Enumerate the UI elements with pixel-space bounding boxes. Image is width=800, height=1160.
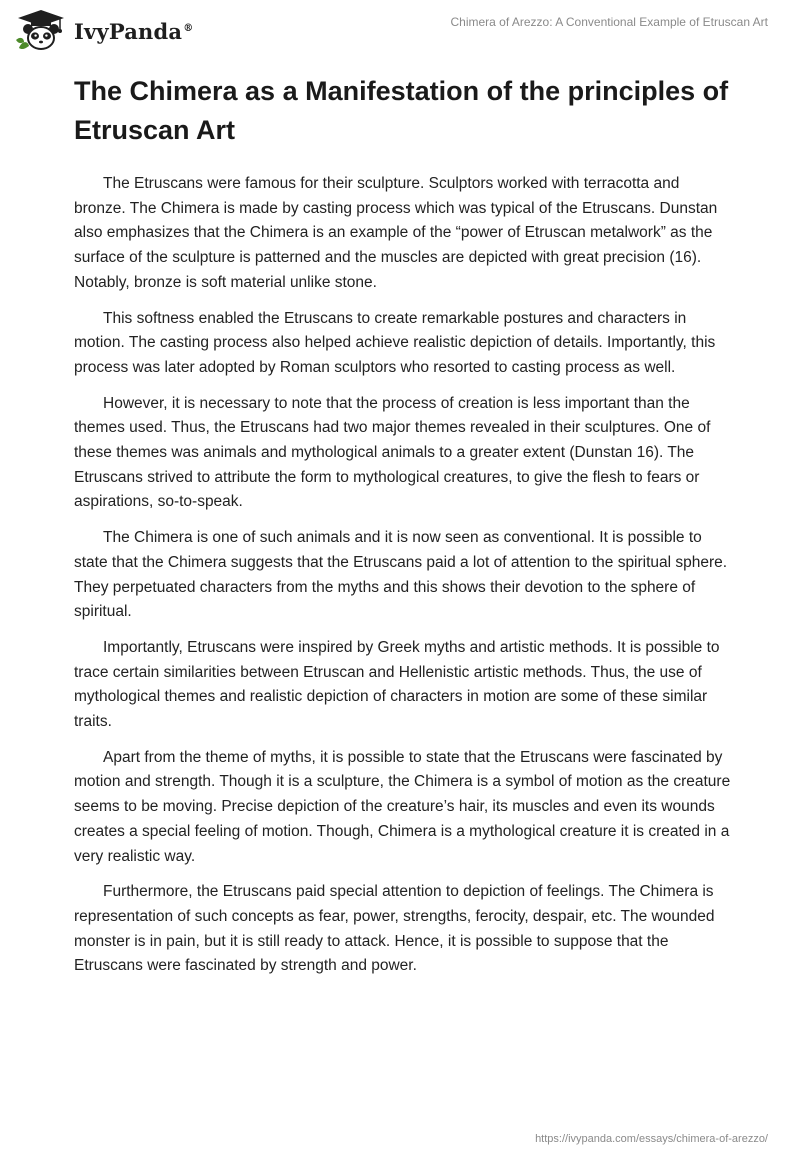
ivypanda-logo[interactable]	[14, 8, 193, 52]
document-title: Chimera of Arezzo: A Conventional Example of Etruscan Art	[450, 15, 768, 29]
source-url[interactable]: https://ivypanda.com/essays/chimera-of-arezzo/	[535, 1133, 768, 1145]
brand-name: IvyPanda®	[74, 18, 194, 44]
article-heading: The Chimera as a Manifestation of the principles of Etruscan Art	[74, 76, 729, 145]
paragraph: Importantly, Etruscans were inspired by Greek myths and artistic methods. It is possible to trace certain similarities between Etruscan and Hellenistic artistic methods. Thus, the use of mythological themes and realistic depiction of characters in motion are some of these similar traits.	[74, 638, 720, 731]
page-header	[0, 0, 800, 60]
registered-mark: ®	[183, 22, 194, 34]
paragraph: This softness enabled the Etruscans to create remarkable postures and characters in motion. The casting process also helped achieve realistic depiction of details. Importantly, this process was later adopted by Roman sculptors who resorted to casting process as well.	[74, 309, 716, 376]
paragraph: The Chimera is one of such animals and it is now seen as conventional. It is possible to state that the Chimera suggests that the Etruscans paid a lot of attention to the spiritual sphere. They perpetuated characters from the myths and this shows their devotion to the sphere of spiritual.	[74, 529, 728, 621]
paragraph: However, it is necessary to note that the process of creation is less important than the themes used. Thus, the Etruscans had two major themes revealed in their sculptures. One of these themes was animals and mythological animals to a greater extent (Dunstan 16). The Etruscans strived to attribute the form to mythological creatures, to give the flesh to fears or aspirations, so-to-speak.	[74, 394, 711, 511]
paragraph: The Etruscans were famous for their sculpture. Sculptors worked with terracotta and bronze. The Chimera is made by casting process which was typical of the Etruscans. Dunstan also emphasizes that the Chimera is an example of the “power of Etruscan metalwork” as the surface of the sculpture is patterned and the muscles are depicted with great precision (16). Notably, bronze is soft material unlike stone.	[74, 175, 718, 291]
article-body	[74, 172, 734, 990]
panda-graduation-cap-icon	[14, 8, 68, 52]
paragraph: Furthermore, the Etruscans paid special attention to depiction of feelings. The Chimera is representation of such concepts as fear, power, strengths, ferocity, despair, etc. The wounded monster is in pain, but it is still ready to attack. Hence, it is possible to suppose that the Etruscans were fascinated by strength and power.	[74, 883, 715, 975]
paragraph: Apart from the theme of myths, it is possible to state that the Etruscans were fascinated by motion and strength. Though it is a sculpture, the Chimera is a symbol of motion as the creature seems to be moving. Precise depiction of the creature’s hair, its muscles and even its wounds creates a special feeling of motion. Though, Chimera is a mythological creature it is created in a very realistic way.	[74, 748, 731, 865]
